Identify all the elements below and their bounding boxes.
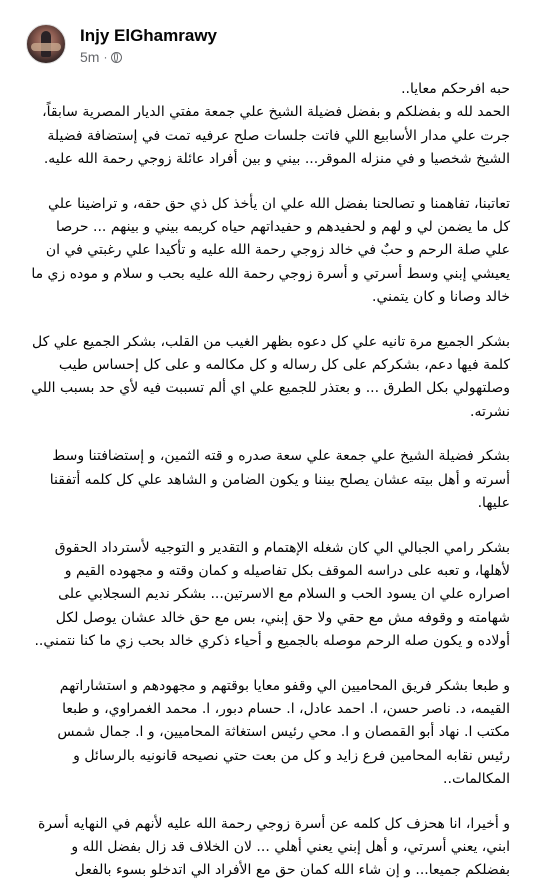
post-paragraph-5: بشكر رامي الجبالي الي كان شغله الإهتمام و التقدير و التوجيه لأسترداد الحقوق لأهلها، و تعبه على دراسه الموقف بكل تفاصيله و كمان وقته و مجهوده القيم و اصراره علي ان يسود الحب و السلام مع الاسرتين... بشكر نديم السجلابي على شهامته و وقوفه مش مع حقي ولا حق إبني، بس مع حق خالد عشان يوصل لكل أولاده و يكون صله الرحم موصله بالجميع و أحياء ذكري خالد بحب زي ما كنا نتمني.. <box>34 539 510 650</box>
globe-icon[interactable] <box>111 52 122 63</box>
post-header <box>0 0 540 74</box>
avatar[interactable] <box>26 24 66 64</box>
author-name[interactable]: Injy ElGhamrawy <box>80 26 217 45</box>
post-paragraph-1: الحمد لله و بفضلكم و بفضل فضيلة الشيخ علي جمعة مفتي الديار المصرية سابقاً، جرت علي مدار الأسابيع اللي فاتت جلسات صلح عرفيه تمت في إستضافة فضيلة الشيخ شخصيا و في منزله الموقر... بيني و بين أفراد عائلة زوجي رحمة الله عليه. <box>42 104 510 168</box>
post-paragraph-2: تعاتبنا، تفاهمنا و تصالحنا بفضل الله علي ان يأخذ كل ذي حق حقه، و تراضينا علي كل ما يضمن لي و لهم و لحفيدهم و حفيداتهم حياه كريمه بيني و بينهم ... حرصا علي صلة الرحم و حبٌ في خالد زوجي رحمة الله عليه و تأكيدا علي رغبتي في ان يعيشي إبني وسط أسرتي و أسرة زوجي رحمة الله عليه بحب و سلام و موده زي ما خالد وصانا و كان يتمني. <box>31 195 510 306</box>
post-meta <box>80 49 122 65</box>
post-paragraph-7: و أخيرا، انا هحزف كل كلمه عن أسرة زوجي رحمة الله عليه لأنهم في النهايه أسرة ابني، يعني أسرتي، و أهل إبني يعني أهلي ... لان الخلاف قد زال بفضل الله و بفضلكم جميعا... و إن شاء الله كمان حق مع الأفراد الي اتدخلو بسوء بالفعل <box>37 815 510 879</box>
post-greeting: حبه افرحكم معايا.. <box>401 81 510 97</box>
post-body <box>0 74 540 883</box>
meta-separator: · <box>103 50 108 64</box>
post-time[interactable]: 5m <box>80 49 100 65</box>
post-paragraph-4: بشكر فضيلة الشيخ علي جمعة علي سعة صدره و قته الثمين، و إستضافتنا وسط أسرته و أهل بيته عشان يصلح بيننا و يكون الضامن و الشاهد علي كل كلمه أتفقنا عليها. <box>49 448 510 512</box>
post-paragraph-3: بشكر الجميع مرة تانيه علي كل دعوه بظهر الغيب من القلب، بشكر الجميع علي كل كلمة فيها دعم، بشكركم على كل رساله و كل مكالمه و على كل إحساس طيب وصلتهولي بكل الطرق ... و بعتذر للجميع علي اي ألم تسببت فيه لأي حد بسبب اللي نشرته. <box>31 333 510 420</box>
post-paragraph-6: و طبعا بشكر فريق المحاميين الي وقفو معايا بوقتهم و مجهودهم و استشاراتهم القيمه، د. ناصر حسن، ا. احمد عادل، ا. حسام دبور، ا. محمد الغمراوي، و طبعا مكتب ا. نهاد أبو القمصان و ا. محي رئيس استغاثة المحاميين، و ا. جمال شمس رئيس نقابه المحامين فرع زايد و كل من بعت حتي نصيحه قانونيه بالرسائل و المكالمات.. <box>57 677 510 788</box>
